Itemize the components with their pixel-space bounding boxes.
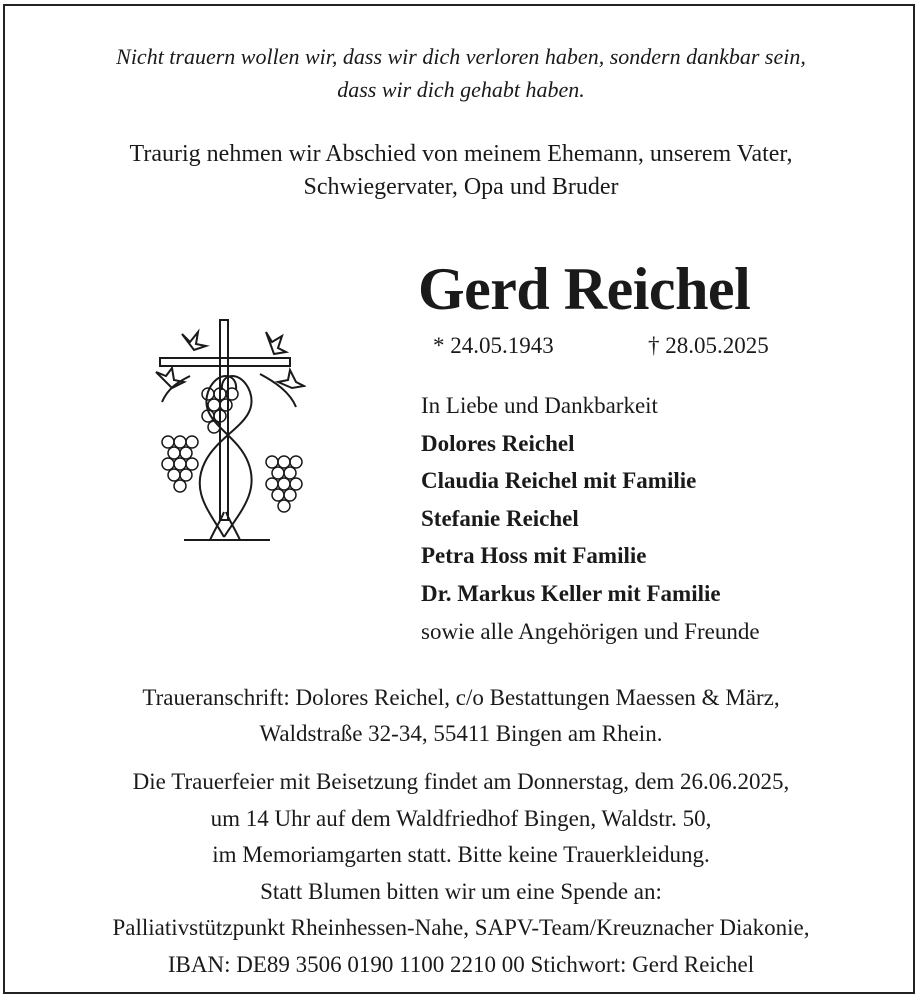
ceremony-line: Palliativstützpunkt Rheinhessen-Nahe, SAPV-Team/Kreuznacher Diakonie, — [112, 915, 810, 940]
mourner-name: Dolores Reichel — [421, 430, 575, 456]
mourners-opening: In Liebe und Dankbarkeit — [421, 393, 658, 418]
mourners-closing: sowie alle Angehörigen und Freunde — [421, 618, 760, 644]
deceased-name: Gerd Reichel — [418, 256, 751, 322]
intro-line: Schwiegervater, Opa und Bruder — [303, 174, 619, 200]
address-line: Traueranschrift: Dolores Reichel, c/o Bestattungen Maessen & März, — [142, 685, 780, 710]
mourner-name: Petra Hoss mit Familie — [421, 543, 647, 569]
cross-with-grapevine-icon — [150, 312, 306, 548]
mourner-name: Stefanie Reichel — [421, 505, 579, 531]
mourners-list — [421, 387, 760, 650]
motto-line: Nicht trauern wollen wir, dass wir dich verloren haben, sondern dankbar sein, — [116, 44, 806, 69]
intro-line: Traurig nehmen wir Abschied von meinem Ehemann, unserem Vater, — [129, 141, 793, 167]
mourner-name: Claudia Reichel mit Familie — [421, 468, 697, 494]
mourning-address — [0, 680, 922, 752]
address-line: Waldstraße 32-34, 55411 Bingen am Rhein. — [259, 721, 663, 746]
ceremony-details — [0, 764, 922, 983]
ceremony-line: im Memoriamgarten statt. Bitte keine Trauerkleidung. — [212, 842, 710, 867]
ceremony-line: Die Trauerfeier mit Beisetzung findet am Donnerstag, dem 26.06.2025, — [132, 769, 790, 794]
ceremony-line: IBAN: DE89 3506 0190 1100 2210 00 Stichwort: Gerd Reichel — [167, 951, 755, 977]
intro-text — [0, 138, 922, 204]
death-date: † 28.05.2025 — [648, 333, 769, 358]
ceremony-line: Statt Blumen bitten wir um eine Spende an: — [260, 878, 662, 904]
birth-date: * 24.05.1943 — [433, 333, 554, 358]
ceremony-line: um 14 Uhr auf dem Waldfriedhof Bingen, Waldstr. 50, — [210, 805, 712, 831]
mourner-name: Dr. Markus Keller mit Familie — [421, 580, 721, 606]
motto-quote — [0, 40, 922, 106]
motto-line: dass wir dich gehabt haben. — [337, 77, 585, 102]
